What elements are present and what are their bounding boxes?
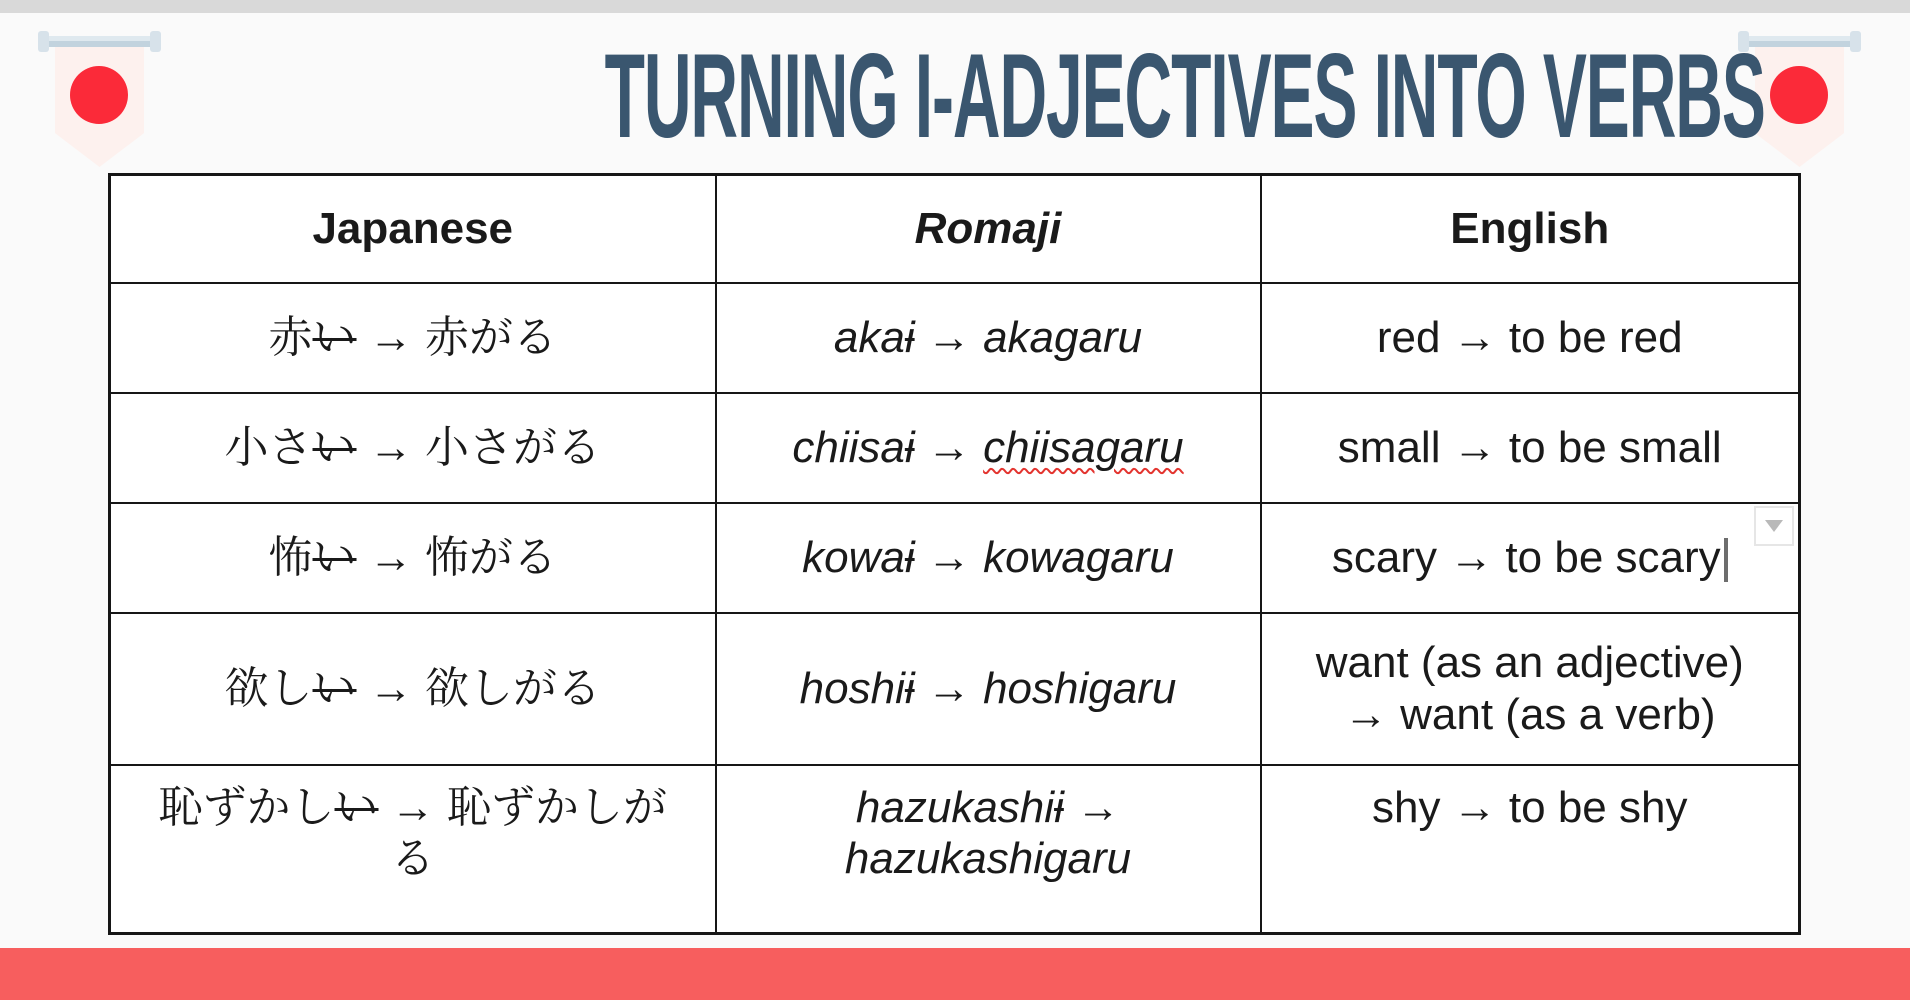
text-cursor xyxy=(1724,538,1728,582)
struck-text: i xyxy=(1054,782,1064,832)
flag-rod-cap xyxy=(1850,31,1861,52)
page-title-text: TURNING I-ADJECTIVES INTO VERBS xyxy=(604,29,1765,163)
table-row xyxy=(110,503,1800,613)
misspelled-word: chiisagaru xyxy=(983,422,1184,472)
struck-text: い xyxy=(312,422,357,472)
cell-japanese[interactable]: 欲しい → 欲しがる xyxy=(110,613,716,765)
struck-text: i xyxy=(904,532,915,582)
cell-english-active[interactable]: scary → to be scary xyxy=(1261,503,1800,613)
struck-text: い xyxy=(312,532,357,582)
cell-english[interactable]: want (as an adjective) → want (as a verb) xyxy=(1261,613,1800,765)
page-title[interactable] xyxy=(130,29,1765,163)
column-header-english[interactable]: English xyxy=(1261,175,1800,283)
table-row xyxy=(110,765,1800,934)
flag-circle-icon xyxy=(1770,66,1828,124)
top-strip xyxy=(0,0,1910,13)
cell-english[interactable]: small → to be small xyxy=(1261,393,1800,503)
flag-pennant xyxy=(1755,46,1844,167)
cell-japanese[interactable]: 恥ずかしい → 恥ずかしが る xyxy=(110,765,716,934)
cell-romaji[interactable]: hoshii → hoshigaru xyxy=(716,613,1261,765)
cell-japanese[interactable]: 小さい → 小さがる xyxy=(110,393,716,503)
cell-english[interactable]: shy → to be shy xyxy=(1261,765,1800,934)
cell-japanese[interactable]: 怖い → 怖がる xyxy=(110,503,716,613)
flag-rod-cap xyxy=(38,31,49,52)
table-row xyxy=(110,393,1800,503)
cell-romaji[interactable]: chiisai → chiisagaru xyxy=(716,393,1261,503)
cell-romaji[interactable]: hazukashii → hazukashigaru xyxy=(716,765,1261,934)
cell-dropdown-button[interactable] xyxy=(1754,506,1794,546)
bottom-accent-bar xyxy=(0,948,1910,1000)
table-row xyxy=(110,613,1800,765)
cell-romaji[interactable]: akai → akagaru xyxy=(716,283,1261,393)
cell-romaji[interactable]: kowai → kowagaru xyxy=(716,503,1261,613)
table-header-row xyxy=(110,175,1800,283)
vocab-table xyxy=(108,173,1801,935)
struck-text: i xyxy=(904,422,915,472)
struck-text: い xyxy=(312,663,357,713)
column-header-japanese[interactable]: Japanese xyxy=(110,175,716,283)
cell-english[interactable]: red → to be red xyxy=(1261,283,1800,393)
cell-japanese[interactable]: 赤い → 赤がる xyxy=(110,283,716,393)
column-header-romaji[interactable]: Romaji xyxy=(716,175,1261,283)
flag-circle-icon xyxy=(70,66,128,124)
struck-text: i xyxy=(904,312,915,362)
struck-text: い xyxy=(334,782,379,832)
struck-text: い xyxy=(312,312,357,362)
table-row xyxy=(110,283,1800,393)
struck-text: i xyxy=(904,663,915,713)
chevron-down-icon xyxy=(1765,520,1783,532)
